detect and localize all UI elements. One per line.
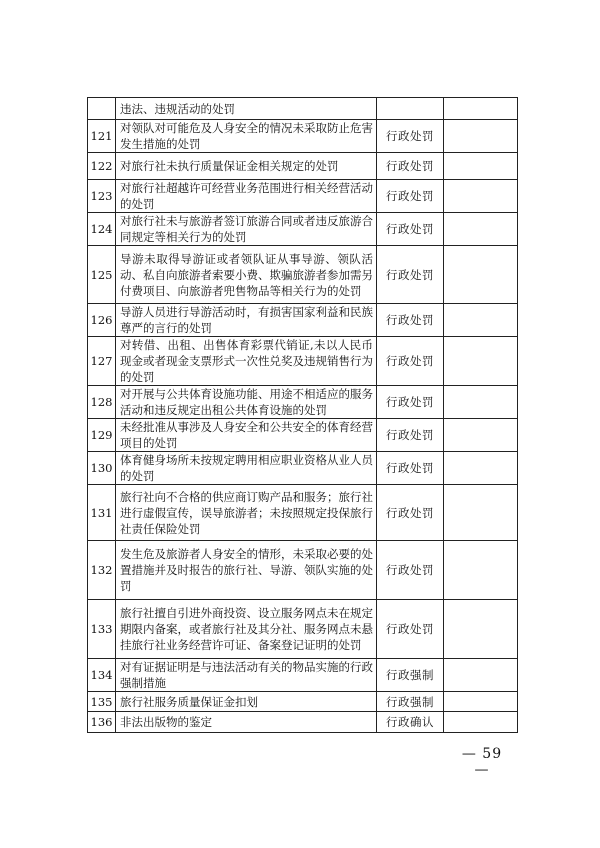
category-cell: 行政处罚 <box>377 600 444 659</box>
table-row <box>88 692 518 712</box>
category-cell: 行政处罚 <box>377 541 444 600</box>
remarks-cell <box>444 337 518 386</box>
row-number-cell: 125 <box>88 246 116 304</box>
remarks-cell <box>444 153 518 180</box>
row-number-cell: 129 <box>88 419 116 452</box>
category-cell: 行政确认 <box>377 712 444 733</box>
item-name-cell: 导游人员进行导游活动时，有损害国家利益和民族尊严的言行的处罚 <box>116 304 377 337</box>
remarks-cell <box>444 98 518 120</box>
remarks-cell <box>444 419 518 452</box>
item-name-cell: 对领队对可能危及人身安全的情况未采取防止危害发生措施的处罚 <box>116 120 377 153</box>
table-row <box>88 213 518 246</box>
remarks-cell <box>444 213 518 246</box>
category-cell: 行政处罚 <box>377 386 444 419</box>
item-name-cell: 导游未取得导游证或者领队证从事导游、领队活动、私自向旅游者索要小费、欺骗旅游者参加需另付费项目、向旅游者兜售物品等相关行为的处罚 <box>116 246 377 304</box>
item-name-cell: 对开展与公共体育设施功能、用途不相适应的服务活动和违反规定出租公共体育设施的处罚 <box>116 386 377 419</box>
row-number-cell: 128 <box>88 386 116 419</box>
power-list-table <box>87 97 518 733</box>
item-name-cell: 发生危及旅游者人身安全的情形，未采取必要的处置措施并及时报告的旅行社、导游、领队实施的处罚 <box>116 541 377 600</box>
table-row <box>88 659 518 692</box>
remarks-cell <box>444 304 518 337</box>
item-name-cell: 体育健身场所未按规定聘用相应职业资格从业人员的处罚 <box>116 452 377 485</box>
table-row <box>88 304 518 337</box>
table-row <box>88 386 518 419</box>
page-number: — 59 — <box>461 746 503 778</box>
remarks-cell <box>444 386 518 419</box>
remarks-cell <box>444 712 518 733</box>
table-row <box>88 600 518 659</box>
remarks-cell <box>444 246 518 304</box>
table-row <box>88 419 518 452</box>
category-cell: 行政处罚 <box>377 419 444 452</box>
item-name-cell: 旅行社向不合格的供应商订购产品和服务；旅行社进行虚假宣传，误导旅游者；未按照规定投保旅行社责任保险处罚 <box>116 485 377 541</box>
table-row <box>88 180 518 213</box>
row-number-cell: 132 <box>88 541 116 600</box>
row-number-cell: 134 <box>88 659 116 692</box>
item-name-cell: 对旅行社超越许可经营业务范围进行相关经营活动的处罚 <box>116 180 377 213</box>
table-row <box>88 337 518 386</box>
remarks-cell <box>444 659 518 692</box>
category-cell: 行政强制 <box>377 692 444 712</box>
table-row <box>88 246 518 304</box>
table-row <box>88 153 518 180</box>
category-cell: 行政处罚 <box>377 452 444 485</box>
item-name-cell: 对转借、出租、出售体育彩票代销证,未以人民币现金或者现金支票形式一次性兑奖及违规销售行为的处罚 <box>116 337 377 386</box>
remarks-cell <box>444 120 518 153</box>
remarks-cell <box>444 600 518 659</box>
item-name-cell: 非法出版物的鉴定 <box>116 712 377 733</box>
remarks-cell <box>444 180 518 213</box>
item-name-cell: 旅行社服务质量保证金扣划 <box>116 692 377 712</box>
category-cell: 行政处罚 <box>377 180 444 213</box>
row-number-cell: 122 <box>88 153 116 180</box>
category-cell: 行政处罚 <box>377 337 444 386</box>
row-number-cell: 126 <box>88 304 116 337</box>
item-name-cell: 未经批准从事涉及人身安全和公共安全的体育经营项目的处罚 <box>116 419 377 452</box>
category-cell: 行政处罚 <box>377 213 444 246</box>
category-cell <box>377 98 444 120</box>
row-number-cell: 121 <box>88 120 116 153</box>
category-cell: 行政处罚 <box>377 153 444 180</box>
table-row <box>88 712 518 733</box>
table-row <box>88 485 518 541</box>
table-row <box>88 98 518 120</box>
category-cell: 行政处罚 <box>377 120 444 153</box>
table-row <box>88 452 518 485</box>
category-cell: 行政处罚 <box>377 304 444 337</box>
remarks-cell <box>444 692 518 712</box>
remarks-cell <box>444 452 518 485</box>
category-cell: 行政强制 <box>377 659 444 692</box>
item-name-cell: 对有证据证明是与违法活动有关的物品实施的行政强制措施 <box>116 659 377 692</box>
table-body <box>88 98 518 733</box>
row-number-cell: 123 <box>88 180 116 213</box>
item-name-cell: 违法、违规活动的处罚 <box>116 98 377 120</box>
row-number-cell: 133 <box>88 600 116 659</box>
table-row <box>88 120 518 153</box>
row-number-cell <box>88 98 116 120</box>
remarks-cell <box>444 485 518 541</box>
row-number-cell: 127 <box>88 337 116 386</box>
row-number-cell: 135 <box>88 692 116 712</box>
row-number-cell: 130 <box>88 452 116 485</box>
row-number-cell: 124 <box>88 213 116 246</box>
category-cell: 行政处罚 <box>377 246 444 304</box>
item-name-cell: 旅行社擅自引进外商投资、设立服务网点未在规定期限内备案，或者旅行社及其分社、服务网点未悬挂旅行社业务经营许可证、备案登记证明的处罚 <box>116 600 377 659</box>
table-row <box>88 541 518 600</box>
row-number-cell: 136 <box>88 712 116 733</box>
item-name-cell: 对旅行社未与旅游者签订旅游合同或者违反旅游合同规定等相关行为的处罚 <box>116 213 377 246</box>
item-name-cell: 对旅行社未执行质量保证金相关规定的处罚 <box>116 153 377 180</box>
row-number-cell: 131 <box>88 485 116 541</box>
category-cell: 行政处罚 <box>377 485 444 541</box>
remarks-cell <box>444 541 518 600</box>
